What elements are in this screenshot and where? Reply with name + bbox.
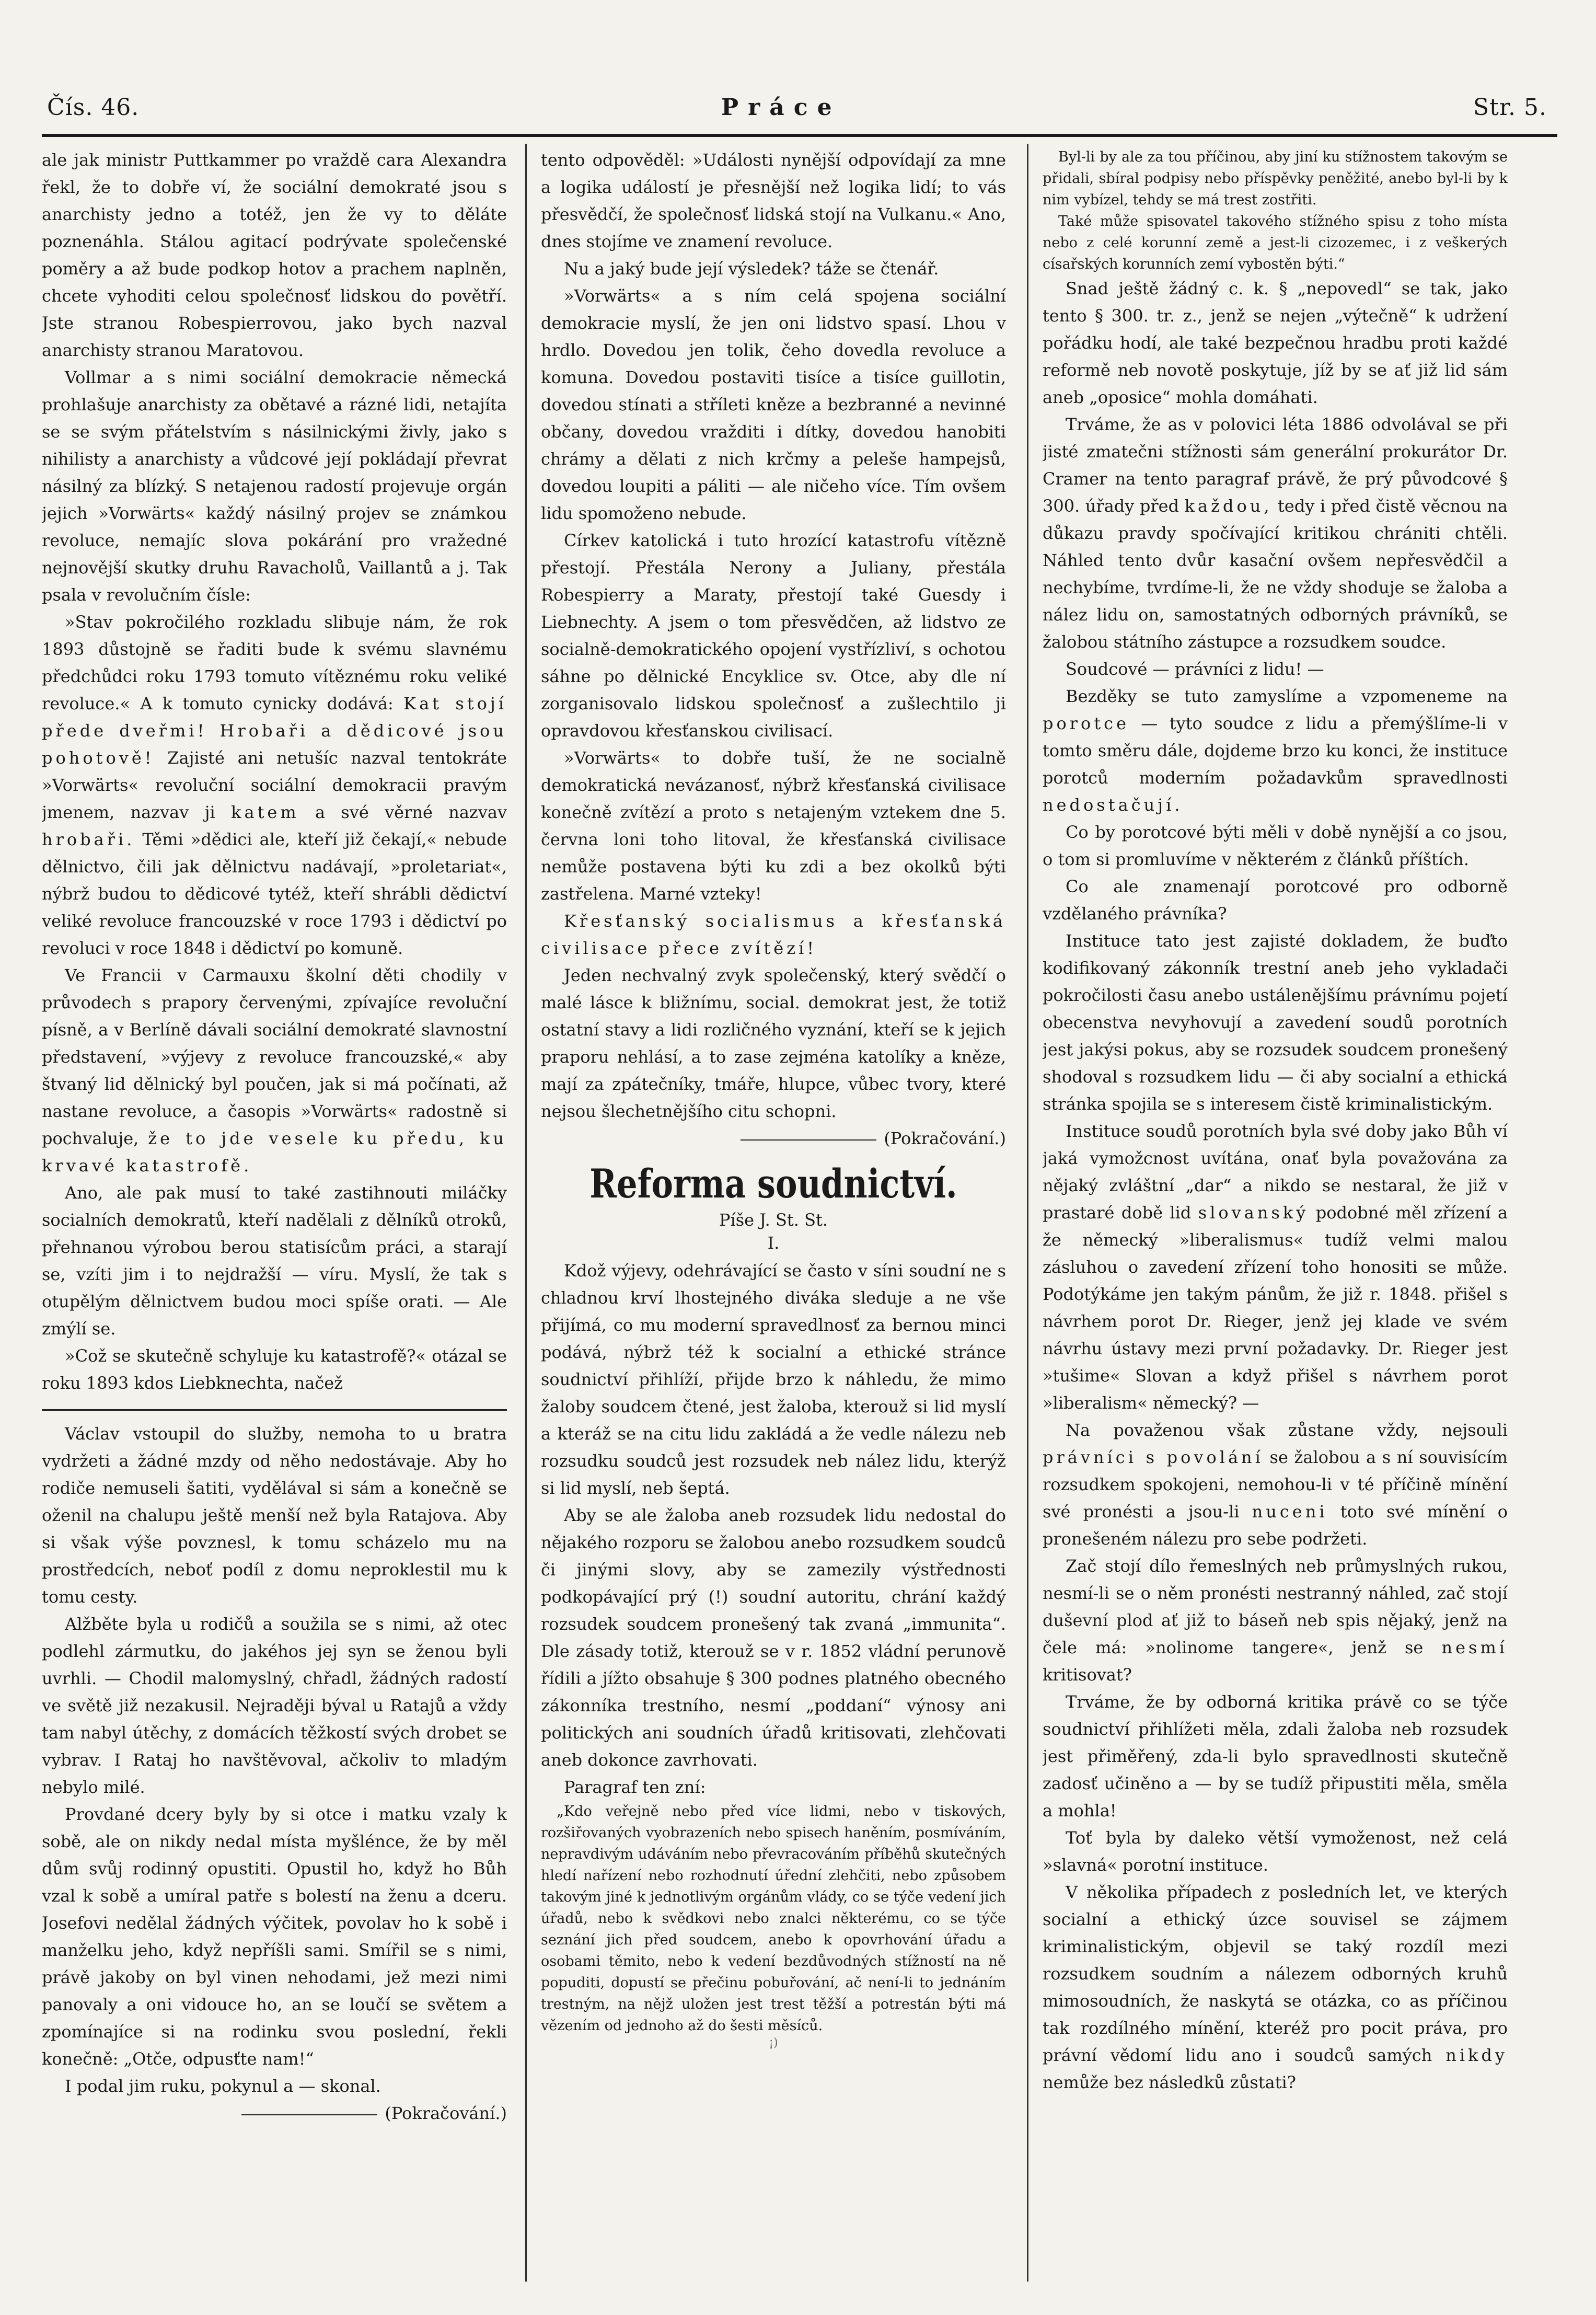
- paragraph: Ano, ale pak musí to také zastihnouti miláčky socialních demokratů, kteří nadělali z dělníků otroků, přehnanou výrobou berou statisícům práci, a starají se, vzíti jim i to nejdražší — víru. Myslí, že tak s otupělým dělnictvem budou moci spíše orati. — Ale zmýlí se.: [42, 1183, 507, 1339]
- emphasis: právníci s povolání: [1043, 1447, 1264, 1467]
- paragraph: Na považenou však zůstane vždy, nejsouli právníci s povolání se žalobou a s ní souvisícím rozsudkem spokojeni, nemohou-li v té příčině mínění své pronésti a jsou-li nuceni toto své mínění o pronešeném nálezu pro sebe podržeti.: [1043, 1420, 1508, 1549]
- paragraph: »Což se skutečně schyluje ku katastrofě?« otázal se roku 1893 kdos Liebknechta, načež: [42, 1346, 507, 1393]
- emphasis: že to jde vesele ku předu, ku krvavé katastrofě.: [42, 1128, 507, 1176]
- emphasis: nesmí: [1441, 1638, 1508, 1657]
- column-middle: [541, 146, 1006, 2279]
- paragraph: Vollmar a s nimi sociální demokracie německá prohlašuje anarchisty za obětavé a rázné lidi, netajíta se se svým přátelstvím s násilnickými živly, jako s nihilisty a anarchisty a vůdcové její pokládají převrat násilný za blízký. S netajenou radostí projevuje orgán jejich »Vorwärts« každý násilný projev se známkou revoluce, nemajíc slova pokárání pro vražedné nejnovější skutky druhu Ravacholů, Vaillantů a j. Tak psala v revolučním čísle:: [42, 367, 507, 605]
- issue-number: Čís. 46.: [47, 94, 140, 121]
- emphasis: každou,: [1184, 496, 1273, 516]
- paragraph: I podal jim ruku, pokynul a — skonal.: [65, 2076, 381, 2096]
- emphasis: hrobaři.: [42, 830, 135, 849]
- emphasis: Kat stojí přede dveřmi! Hrobaři a dědicové jsou pohotově!: [42, 694, 507, 768]
- paragraph: Co by porotcové býti měli v době nynější a co jsou, o tom si promluvíme v některém z článků příštích.: [1043, 822, 1508, 869]
- column-divider: [525, 144, 527, 2282]
- paragraph: Toť byla by daleko větší vymoženost, než celá »slavná« porotní instituce.: [1043, 1828, 1508, 1875]
- section-separator: [42, 1409, 507, 1411]
- emphasis: nedostačují.: [1043, 795, 1183, 815]
- paragraph: Václav vstoupil do služby, nemoha to u bratra vydržeti a žádné mzdy od něho nedostávaje. Aby ho rodiče nemuseli šatiti, vydělával si sám a konečně se oženil na chalupu ještě menší než byla Ratajova. Aby si však výše povznesl, k tomu scházelo mu na prostředcích, neboť podíl z domu neproklestil mu k tomu cesty.: [42, 1424, 507, 1607]
- header-rule: [42, 134, 1557, 137]
- article-byline: Píše J. St. St.: [719, 1210, 828, 1230]
- paragraph: Křesťanský socialismus a křesťanská civilisace přece zvítězí!: [541, 911, 1006, 958]
- paragraph: Aby se ale žaloba aneb rozsudek lidu nedostal do nějakého rozporu se žalobou anebo rozsudkem soudců či jinými slovy, aby se zamezily výstřednosti podkopávající prý (!) soudní autoritu, chrání každý rozsudek soudcem pronešený tak zvaná „immunita“. Dle zásady totiž, kterouž se v r. 1852 vládní perunově řídili a jížto obsahuje § 300 podnes platného obecného zákonníka trestního, nesmí „poddaní“ výnosy ani politických ani soudních úřadů kritisovati, zlehčovati aneb dokonce zavrhovati.: [541, 1505, 1006, 1770]
- column-left: [42, 146, 507, 2279]
- paragraph: »Vorwärts« a s ním celá spojena sociální demokracie myslí, že jen oni lidstvo spasí. Lhou v hrdlo. Dovedou jen tolik, čeho dovedla revoluce a komuna. Dovedou postaviti tisíce a tisíce guillotin, dovedou stínati a stříleti kněze a bezbranné a nevinné občany, dovedou vražditi i dítky, dovedou hanobiti chrámy a dělati z nich krčmy a peleše hampejsů, dovedou loupiti a páliti — ale ničeho více. Tím ovšem lidu spomoženo nebude.: [541, 286, 1006, 523]
- paragraph: Bezděky se tuto zamyslíme a vzpomeneme na porotce — tyto soudce z lidu a přemýšlíme-li v tomto směru dále, dojdeme brzo ku konci, že instituce porotců moderním požadavkům spravedlnosti nedostačují.: [1043, 686, 1508, 815]
- paragraph: Kdož výjevy, odehrávající se často v síni soudní ne s chladnou krví lhostejného diváka sleduje a ne vše přijímá, co mu moderní spravedlnosť za bernou minci podává, nýbrž též k socialní a ethické stránce soudnictví přihlíží, přijde brzo k náhledu, že mimo žaloby soudcem čtené, jest žaloba, kterouž si lid myslí a kteráž se na citu lidu zakládá a že vedle nálezu neb rozsudku soudců jest rozsudek neb nález lidu, kterýž si lid myslí, neb šeptá.: [541, 1261, 1006, 1498]
- paragraph: »Stav pokročilého rozkladu slibuje nám, že rok 1893 důstojně se řaditi bude k svému slavnému předchůdci roku 1793 tomuto vítěznému roku veliké revoluce.« A k tomuto cynicky dodává: Kat stojí přede dveřmi! Hrobaři a dědicové jsou pohotově! Zajisté ani netušíc nazval tentokráte »Vorwärts« revoluční sociální demokracii pravým jmenem, nazvav ji katem a své věrné nazvav hrobaři. Těmi »dědici ale, kteří již čekají,« nebude dělnictvo, čili jak dělnictvu nadávají, »proletariat«, nýbrž budou to dědicové tytéž, kteří shrábli dědictví veliké revoluce francouzské v roce 1793 i dědictví po revoluci v roce 1848 i dědictví po komuně.: [42, 612, 507, 958]
- continuation-note: (Pokračování.): [541, 1125, 1006, 1152]
- paragraph: Snad ještě žádný c. k. § „nepovedl“ se tak, jako tento § 300. tr. z., jenž se nejen „výtečně“ k udržení pořádku hodí, ale také bezpečnou hradbu proti každé reformě neb novotě poskytuje, jíž by se ať již lid sám aneb „oposice“ mohla domáhati.: [1043, 279, 1508, 407]
- paragraph: Trváme, že by odborná kritika právě co se týče soudnictví přihlížeti měla, zdali žaloba neb rozsudek jest přiměřený, zda-li bylo spravedlnosti skutečně zadosť učiněno a — by se tudíž připustiti měla, směla a mohla!: [1043, 1692, 1508, 1821]
- legal-quote: Byl-li by ale za tou příčinou, aby jiní ku stížnostem takovým se přidali, sbíral podpisy nebo příspěvky peněžité, anebo byl-li by k nim vybízel, tehdy se má trest zostřiti.: [1043, 149, 1508, 208]
- page-number: Str. 5.: [1473, 94, 1547, 121]
- paragraph: Co ale znamenají porotcové pro odborně vzdělaného právníka?: [1043, 877, 1508, 924]
- paragraph: Instituce soudů porotních byla své doby jako Bůh ví jaká vymožcnost uvítána, onať byla považována za nějaký zvláštní „dar“ a nikdo se nestaral, že již v prastaré době lid slovanský podobné měl zřízení a že německý »liberalismus« tudíž velmi malou zásluhou o zavedení zřízení toho honositi se může. Podotýkáme jen takým pánům, že již r. 1848. přišel s návrhem porot Dr. Rieger, jenž jej klade ve svém návrhu ústavy mezi první požadavky. Dr. Rieger jest »tušime« Slovan a když přišel s návrhem porot »liberalism« německý? —: [1043, 1121, 1508, 1413]
- paragraph: Jeden nechvalný zvyk společenský, který svědčí o malé lásce k bližnímu, social. demokrat jest, že totiž ostatní stavy a lidi rozličného vyznání, kteří se k jejich praporu nehlásí, a to zase zejména katolíky a kněze, mají za zpátečníky, tmáře, hlupce, vůbec tvory, které nejsou šlechetnějšího citu schopni.: [541, 965, 1006, 1121]
- paragraph: Ve Francii v Carmauxu školní děti chodily v průvodech s prapory červenými, zpívajíce revoluční písně, a v Berlíně dávali sociální demokraté slavnostní představení, »výjevy z revoluce francouzské,« aby štvaný lid dělnický byl poučen, jak si má počínati, až nastane revoluce, a časopis »Vorwärts« radostně si pochvaluje, že to jde vesele ku předu, ku krvavé katastrofě.: [42, 965, 507, 1176]
- section-number: I.: [767, 1233, 780, 1253]
- emphasis: katem: [231, 802, 299, 822]
- paragraph: V několika případech z posledních let, ve kterých socialní a ethický úzce souvisel se zájmem kriminalistickým, objevil se taký rozdíl mezi rozsudkem soudním a nálezem odborných kruhů mimosoudních, že naskytá se otázka, co as příčinou tak rozdílného mínění, kteréž pro pocit práva, pro právní vědomí lidu ano i soudců samých nikdy nemůže bez následků zůstati?: [1043, 1882, 1508, 2092]
- legal-quote: „Kdo veřejně nebo před více lidmi, nebo v tiskových, rozšiřovaných vyobrazeních nebo spisech haněním, posmíváním, nepravdivým udáváním nebo převracováním příběhů skutečných hledí nařízení nebo rozhodnutí úřední zlehčiti, nebo způsobem takovým jiné k jednotlivým orgánům vlády, co se týče vedení jich úřadů, nebo k svědkovi nebo znalci některému, co se týče seznání jich před soudcem, anebo k opovrhování úřadu a osobami těmito, nebo k vedení bezdůvodných stížností na ně popuditi, dopustí se přečinu pobuřování, ač není-li to jednáním trestným, na nějž uložen jest trest těžší a potrestán býti má vězením od jednoho až do šesti měsíců.: [541, 1803, 1006, 2034]
- column-right: [1043, 146, 1508, 2279]
- paragraph: Paragraf ten zní:: [564, 1777, 706, 1797]
- page-mark: ¡): [769, 2036, 778, 2049]
- paragraph: Zač stojí dílo řemeslných neb průmyslných rukou, nesmí-li se o něm pronésti nestranný náhled, zač stojí duševní plod ať již to báseň neb spis nějaký, jenž na čele má: »nolinome tangere«, jenž se nesmí kritisovat?: [1043, 1556, 1508, 1685]
- emphasis: porotce: [1043, 713, 1130, 733]
- paragraph: Nu a jaký bude její výsledek? táže se čtenář.: [564, 259, 939, 279]
- paragraph: »Vorwärts« to dobře tuší, že ne socialně demokratická nevázanosť, nýbrž křesťanská civilisace konečně zvítězí a proto s netajeným vztekem dne 5. června loni toho litoval, že křesťanská civilisace nemůže postavena býti ku zdi a bez okolků býti zastřelena. Marné vzteky!: [541, 748, 1006, 904]
- paragraph: tento odpověděl: »Události nynější odpovídají za mne a logika událostí je přesnější než logika lidí; to vás přesvědčí, že společnosť lidská stojí na Vulkanu.« Ano, dnes stojíme ve znamení revoluce.: [541, 150, 1006, 251]
- emphasis: nikdy: [1445, 2045, 1508, 2065]
- paragraph: Církev katolická i tuto hrozící katastrofu vítězně přestojí. Přestála Nerony a Juliany, přestála Robespierry a Maraty, přestojí také Guesdy i Liebnechty. A jsem o tom přesvědčen, až lidstvo ze socialně-demokratického opojení vystřízliví, s ochotou sáhne po dělnické Encyklice sv. Otce, aby dle ní zorganisovalo lidskou společnosť a zušlechtilo ji opravdovou křesťanskou civilisací.: [541, 531, 1006, 741]
- emphasis: nuceni: [1252, 1502, 1328, 1522]
- paragraph: Soudcové — právníci z lidu! —: [1066, 659, 1324, 679]
- paragraph: Trváme, že as v polovici léta 1886 odvolával se při jisté zmatečni stížnosti sám generální prokurátor Dr. Cramer na tento paragraf právě, že prý původcové § 300. úřady před každou, tedy i před čistě věcnou na důkazu pravdy spočívající kritikou chrániti chtěli. Náhled tento dvůr kasační ovšem nepřesvědčil a nechybíme, tvrdíme-li, že ne vždy shoduje se žaloba a nález lidu on, samostatných odborných právníků, se žalobou státního zástupce a rozsudkem soudce.: [1043, 414, 1508, 652]
- article-title: Reforma soudnictví.: [589, 1160, 957, 1207]
- paragraph: ale jak ministr Puttkammer po vraždě cara Alexandra řekl, že to dobře ví, že sociální demokraté jsou s anarchisty jedno a totéž, jen že vy to děláte poznenáhla. Stálou agitací podrývate společenské poměry a až bude podkop hotov a prachem naplněn, chcete vyhoditi celou společnosť lidskou do povětří. Jste stranou Robespierrovou, jako bych nazval anarchisty stranou Maratovou.: [42, 150, 507, 360]
- newspaper-title: Práce: [721, 94, 841, 121]
- column-divider: [1027, 144, 1028, 2282]
- paragraph: Provdané dcery byly by si otce i matku vzaly k sobě, ale on nikdy nedal místa myšlénce, že by měl dům svůj rodinný opustiti. Opustil ho, když ho Bůh vzal k sobě a umíral patře s bolestí na ženu a dceru. Josefovi nedělal žádných výčitek, povolav ho k sobě i manželku jeho, když nepříšli sami. Smířil se s nimi, právě jakoby on byl vinen nehodami, jež mezi nimi panovaly a oni vidouce ho, an se loučí se světem a zpomínajíce si na rodinku svou poslední, řekli konečně: „Otče, odpusťte nam!“: [42, 1804, 507, 2069]
- paragraph: Alžběte byla u rodičů a soužila se s nimi, až otec podlehl zármutku, do jakéhos jej syn se ženou byli uvrhli. — Chodil malomyslný, chřadl, žádných radostí ve světě již nezakusil. Nejraději býval u Ratajů a vždy tam nabyl útěchy, z domácích těžkostí svých drobet se vybrav. I Rataj ho navštěvoval, ačkoliv to mladým nebylo milé.: [42, 1614, 507, 1797]
- legal-quote: Také může spisovatel takového stížného spisu z toho místa nebo z celé korunní země a jest-li cizozemec, i z veškerých císařských korunních zemí vybostěn býti.“: [1043, 213, 1508, 272]
- emphasis: slovanský: [1198, 1203, 1309, 1223]
- continuation-note: (Pokračování.): [42, 2100, 507, 2127]
- paragraph: Instituce tato jest zajisté dokladem, že buďto kodifikovaný zákonník trestní aneb jeho vykladači pokročilosti času anebo ustálenějšímu právnímu pojetí obecenstva nevyhovují a zavedení soudů porotních jest jakýsi pokus, aby se rozsudek soudcem pronešený shodoval s rozsudkem lidu — či aby socialní a ethická stránka spojila se s interesem čistě kriminalistickým.: [1043, 931, 1508, 1114]
- page-header: [42, 94, 1557, 131]
